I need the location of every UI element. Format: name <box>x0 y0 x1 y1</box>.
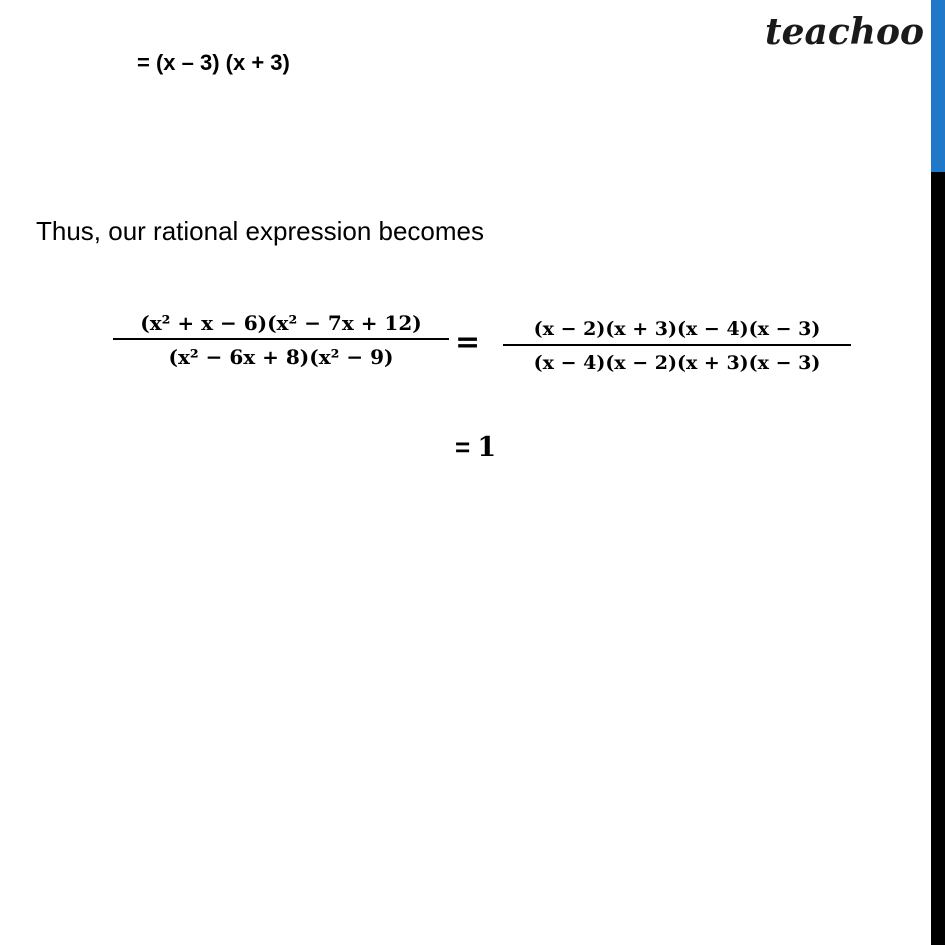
left-denominator: (x² − 6x + 8)(x² − 9) <box>168 345 394 369</box>
factored-expression-line: = (x – 3) (x + 3) <box>137 50 290 75</box>
vertical-scrollbar[interactable] <box>931 0 945 945</box>
result-value: 1 <box>477 432 497 463</box>
left-numerator: (x² + x − 6)(x² − 7x + 12) <box>140 311 422 335</box>
result-prefix: = <box>455 432 478 462</box>
right-denominator: (x − 4)(x − 2)(x + 3)(x − 3) <box>533 352 821 374</box>
result-line <box>455 432 496 463</box>
left-fraction-bar <box>113 338 449 340</box>
scrollbar-thumb[interactable] <box>931 0 945 172</box>
right-numerator: (x − 2)(x + 3)(x − 4)(x − 3) <box>533 318 821 340</box>
right-fraction <box>503 316 851 376</box>
left-fraction <box>113 310 449 370</box>
equals-sign: = <box>455 325 481 360</box>
right-fraction-bar <box>503 344 851 346</box>
teachoo-logo: teachoo <box>765 11 924 53</box>
intro-text: Thus, our rational expression becomes <box>36 216 485 246</box>
